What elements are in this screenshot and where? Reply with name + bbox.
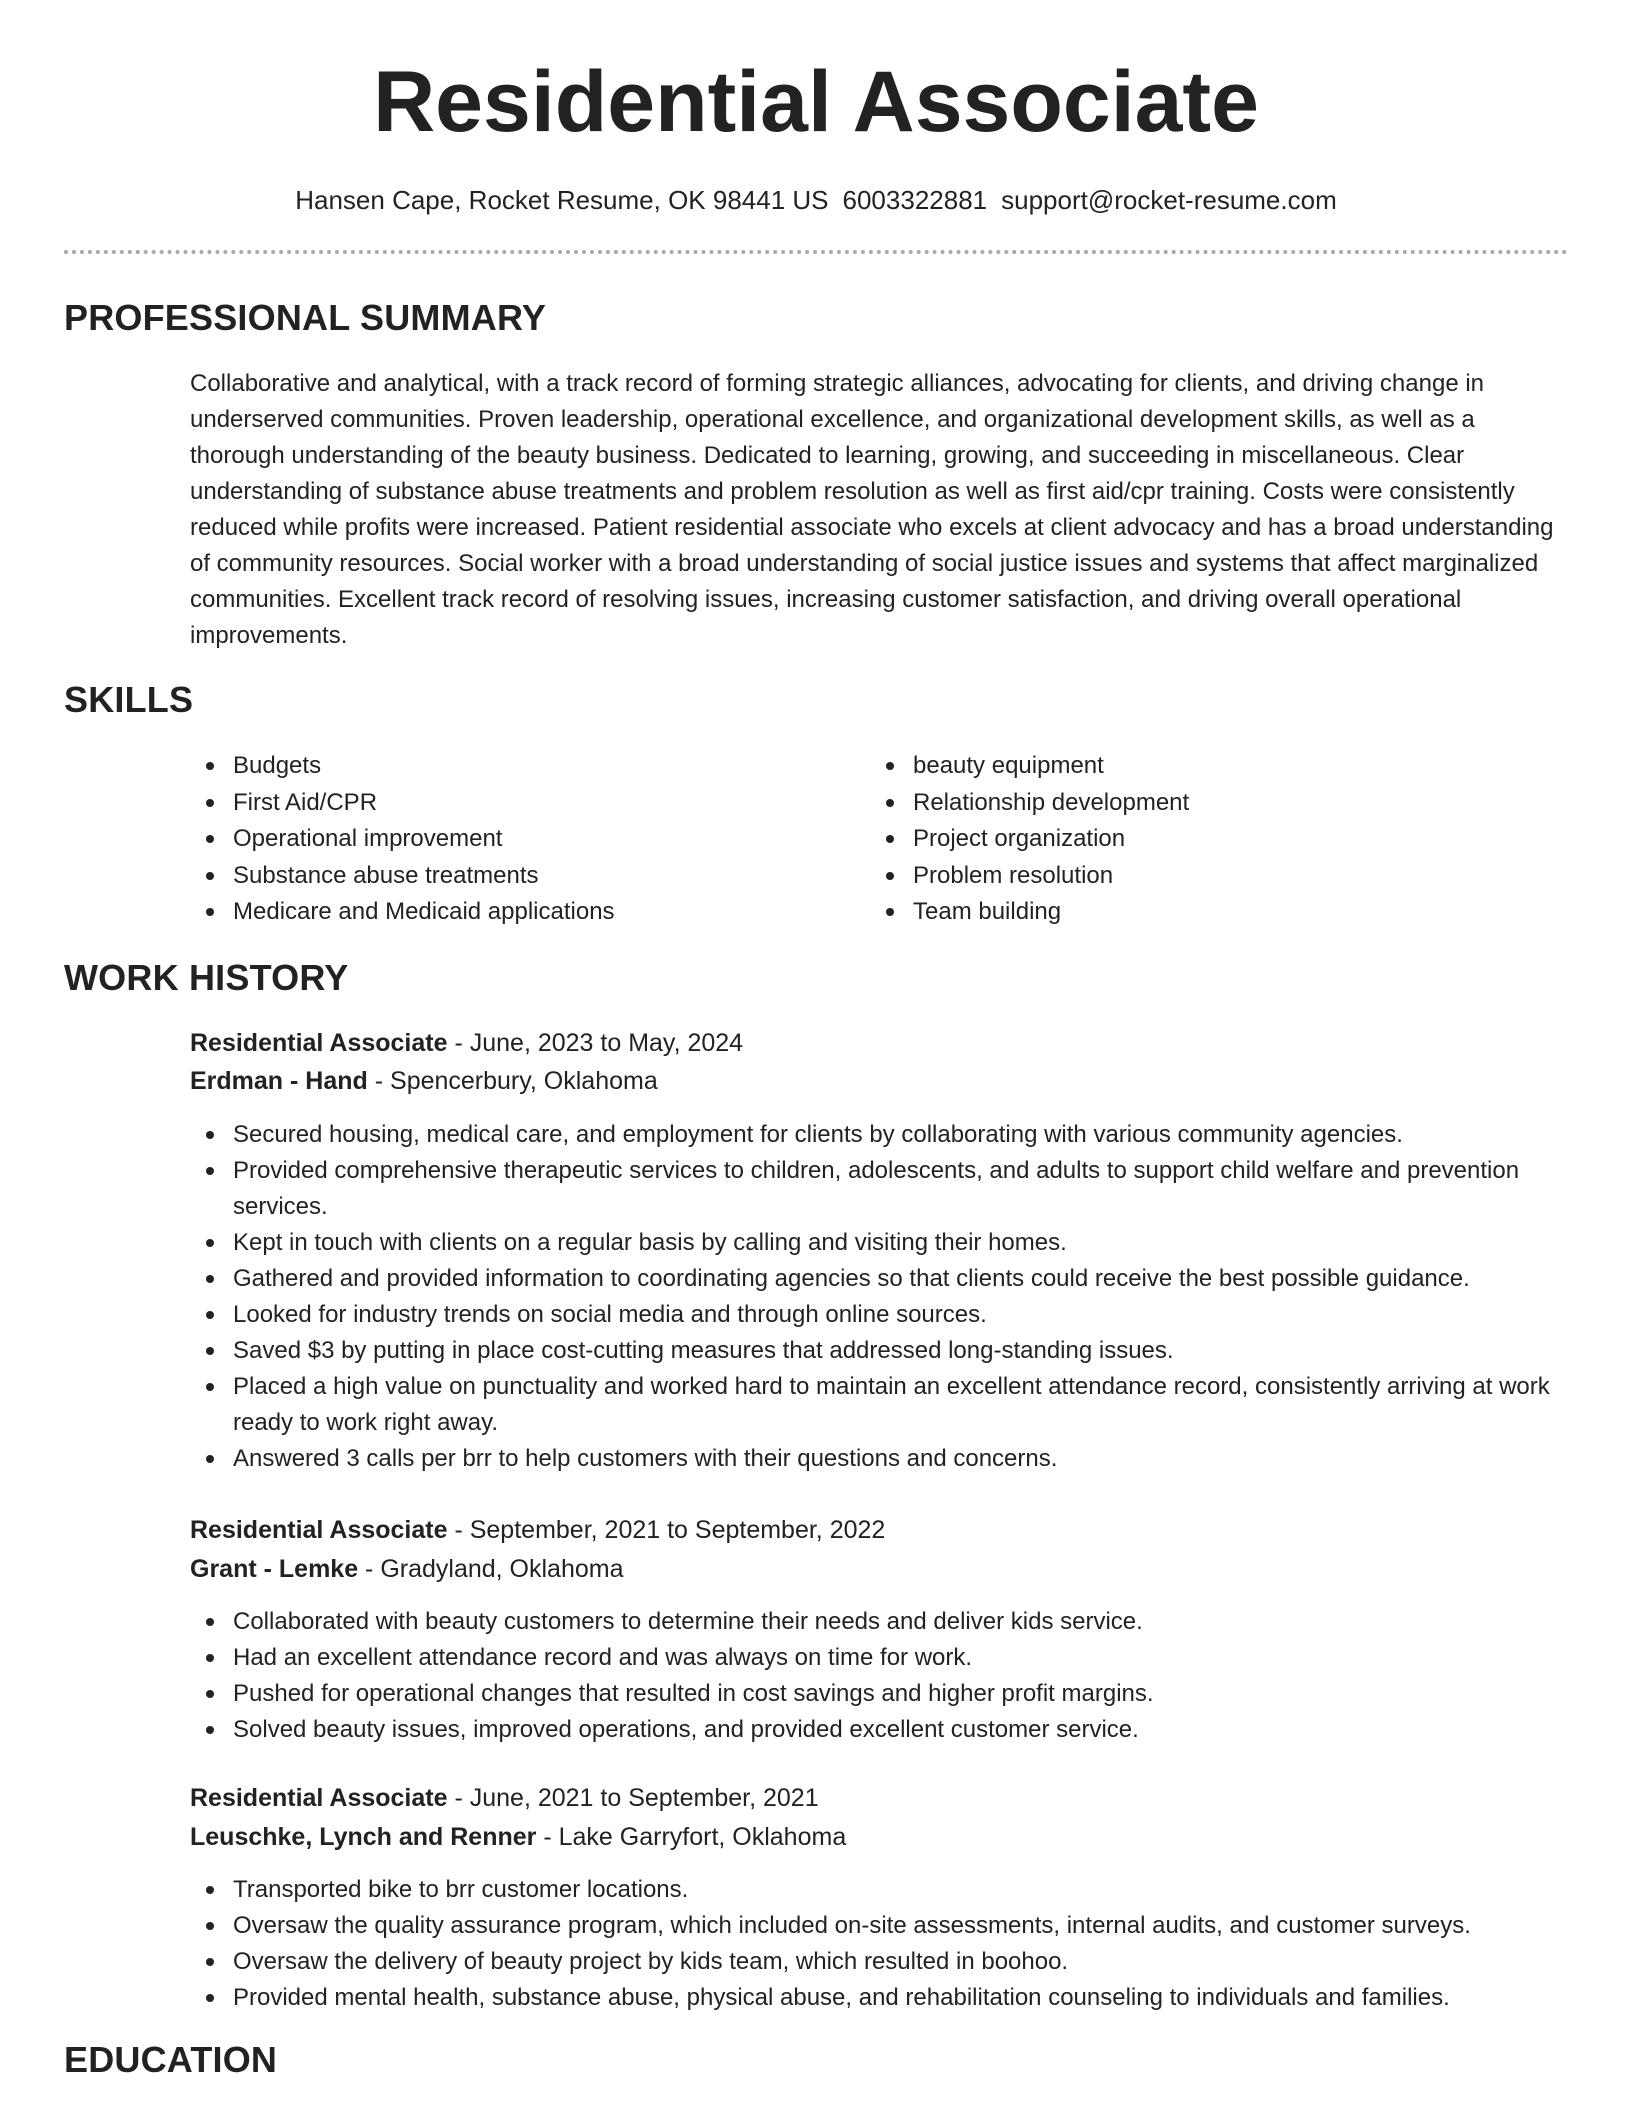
candidate-name: Residential Associate: [373, 54, 1259, 150]
skill-item: Team building: [870, 894, 1189, 931]
job-bullet: Provided mental health, substance abuse, physical abuse, and rehabilitation counseling to individuals and families.: [190, 1980, 1580, 2016]
job-title: Residential Associate: [190, 1784, 448, 1812]
job-company: Erdman - Hand: [190, 1067, 368, 1095]
job-company-line: [190, 1818, 846, 1856]
job-bullet: Kept in touch with clients on a regular basis by calling and visiting their homes.: [190, 1225, 1580, 1261]
job-bullets: [190, 1872, 1580, 2016]
job-location: - Gradyland, Oklahoma: [358, 1555, 624, 1583]
contact-phone: 6003322881: [842, 185, 988, 215]
job-title-line: [190, 1024, 743, 1062]
header-divider: [64, 250, 1568, 254]
skill-item: Medicare and Medicaid applications: [190, 894, 615, 931]
job-dates: - June, 2021 to September, 2021: [447, 1784, 819, 1812]
job-bullet: Answered 3 calls per brr to help customers with their questions and concerns.: [190, 1441, 1580, 1477]
skills-list-left: [190, 748, 615, 931]
contact-email[interactable]: support@rocket-resume.com: [1001, 185, 1337, 215]
job-company-line: [190, 1550, 624, 1588]
skill-item: Substance abuse treatments: [190, 858, 615, 895]
job-bullet: Transported bike to brr customer locations.: [190, 1872, 1580, 1908]
job-bullet: Pushed for operational changes that resulted in cost savings and higher profit margins.: [190, 1676, 1580, 1712]
skills-list-right: [870, 748, 1189, 931]
job-bullet: Placed a high value on punctuality and worked hard to maintain an excellent attendance record, consistently arriving at work ready to work right away.: [190, 1369, 1580, 1441]
job-bullet: Solved beauty issues, improved operations, and provided excellent customer service.: [190, 1712, 1580, 1748]
job-bullet: Collaborated with beauty customers to determine their needs and deliver kids service.: [190, 1604, 1580, 1640]
skill-item: beauty equipment: [870, 748, 1189, 785]
skill-item: Project organization: [870, 821, 1189, 858]
job-location: - Lake Garryfort, Oklahoma: [536, 1823, 847, 1851]
section-title-work-history: WORK HISTORY: [64, 957, 349, 998]
section-title-skills: SKILLS: [64, 679, 194, 720]
job-dates: - June, 2023 to May, 2024: [447, 1029, 744, 1057]
skill-item: Budgets: [190, 748, 615, 785]
contact-line: [0, 182, 1632, 218]
section-title-education: EDUCATION: [64, 2039, 278, 2080]
job-location: - Spencerbury, Oklahoma: [367, 1067, 658, 1095]
job-title: Residential Associate: [190, 1516, 448, 1544]
job-bullet: Provided comprehensive therapeutic services to children, adolescents, and adults to support child welfare and prevention services.: [190, 1153, 1580, 1225]
skill-item: First Aid/CPR: [190, 785, 615, 822]
job-title: Residential Associate: [190, 1029, 448, 1057]
job-bullets: [190, 1117, 1580, 1477]
job-bullets: [190, 1604, 1580, 1748]
job-company: Leuschke, Lynch and Renner: [190, 1823, 537, 1851]
job-bullet: Had an excellent attendance record and was always on time for work.: [190, 1640, 1580, 1676]
job-bullet: Secured housing, medical care, and employment for clients by collaborating with various community agencies.: [190, 1117, 1580, 1153]
job-bullet: Looked for industry trends on social media and through online sources.: [190, 1297, 1580, 1333]
job-bullet: Saved $3 by putting in place cost-cutting measures that addressed long-standing issues.: [190, 1333, 1580, 1369]
skill-item: Relationship development: [870, 785, 1189, 822]
job-bullet: Gathered and provided information to coordinating agencies so that clients could receive the best possible guidance.: [190, 1261, 1580, 1297]
job-title-line: [190, 1511, 885, 1549]
job-bullet: Oversaw the delivery of beauty project by kids team, which resulted in boohoo.: [190, 1944, 1580, 1980]
job-bullet: Oversaw the quality assurance program, which included on-site assessments, internal audits, and customer surveys.: [190, 1908, 1580, 1944]
contact-address: Hansen Cape, Rocket Resume, OK 98441 US: [295, 185, 829, 215]
job-dates: - September, 2021 to September, 2022: [447, 1516, 886, 1544]
job-company-line: [190, 1062, 658, 1100]
job-title-line: [190, 1779, 819, 1817]
section-title-summary: PROFESSIONAL SUMMARY: [64, 297, 547, 338]
skill-item: Operational improvement: [190, 821, 615, 858]
summary-paragraph: Collaborative and analytical, with a track record of forming strategic alliances, advocating for clients, and driving change in underserved communities. Proven leadership, operational excellence, and organizational development skills, as well as a thorough understanding of the beauty business. Dedicated to learning, growing, and succeeding in miscellaneous. Clear understanding of substance abuse treatments and problem resolution as well as first aid/cpr training. Costs were consistently reduced while profits were increased. Patient residential associate who excels at client advocacy and has a broad understanding of community resources. Social worker with a broad understanding of social justice issues and systems that affect marginalized communities. Excellent track record of resolving issues, increasing customer satisfaction, and driving overall operational improvements.: [190, 370, 1554, 649]
skill-item: Problem resolution: [870, 858, 1189, 895]
job-company: Grant - Lemke: [190, 1555, 359, 1583]
